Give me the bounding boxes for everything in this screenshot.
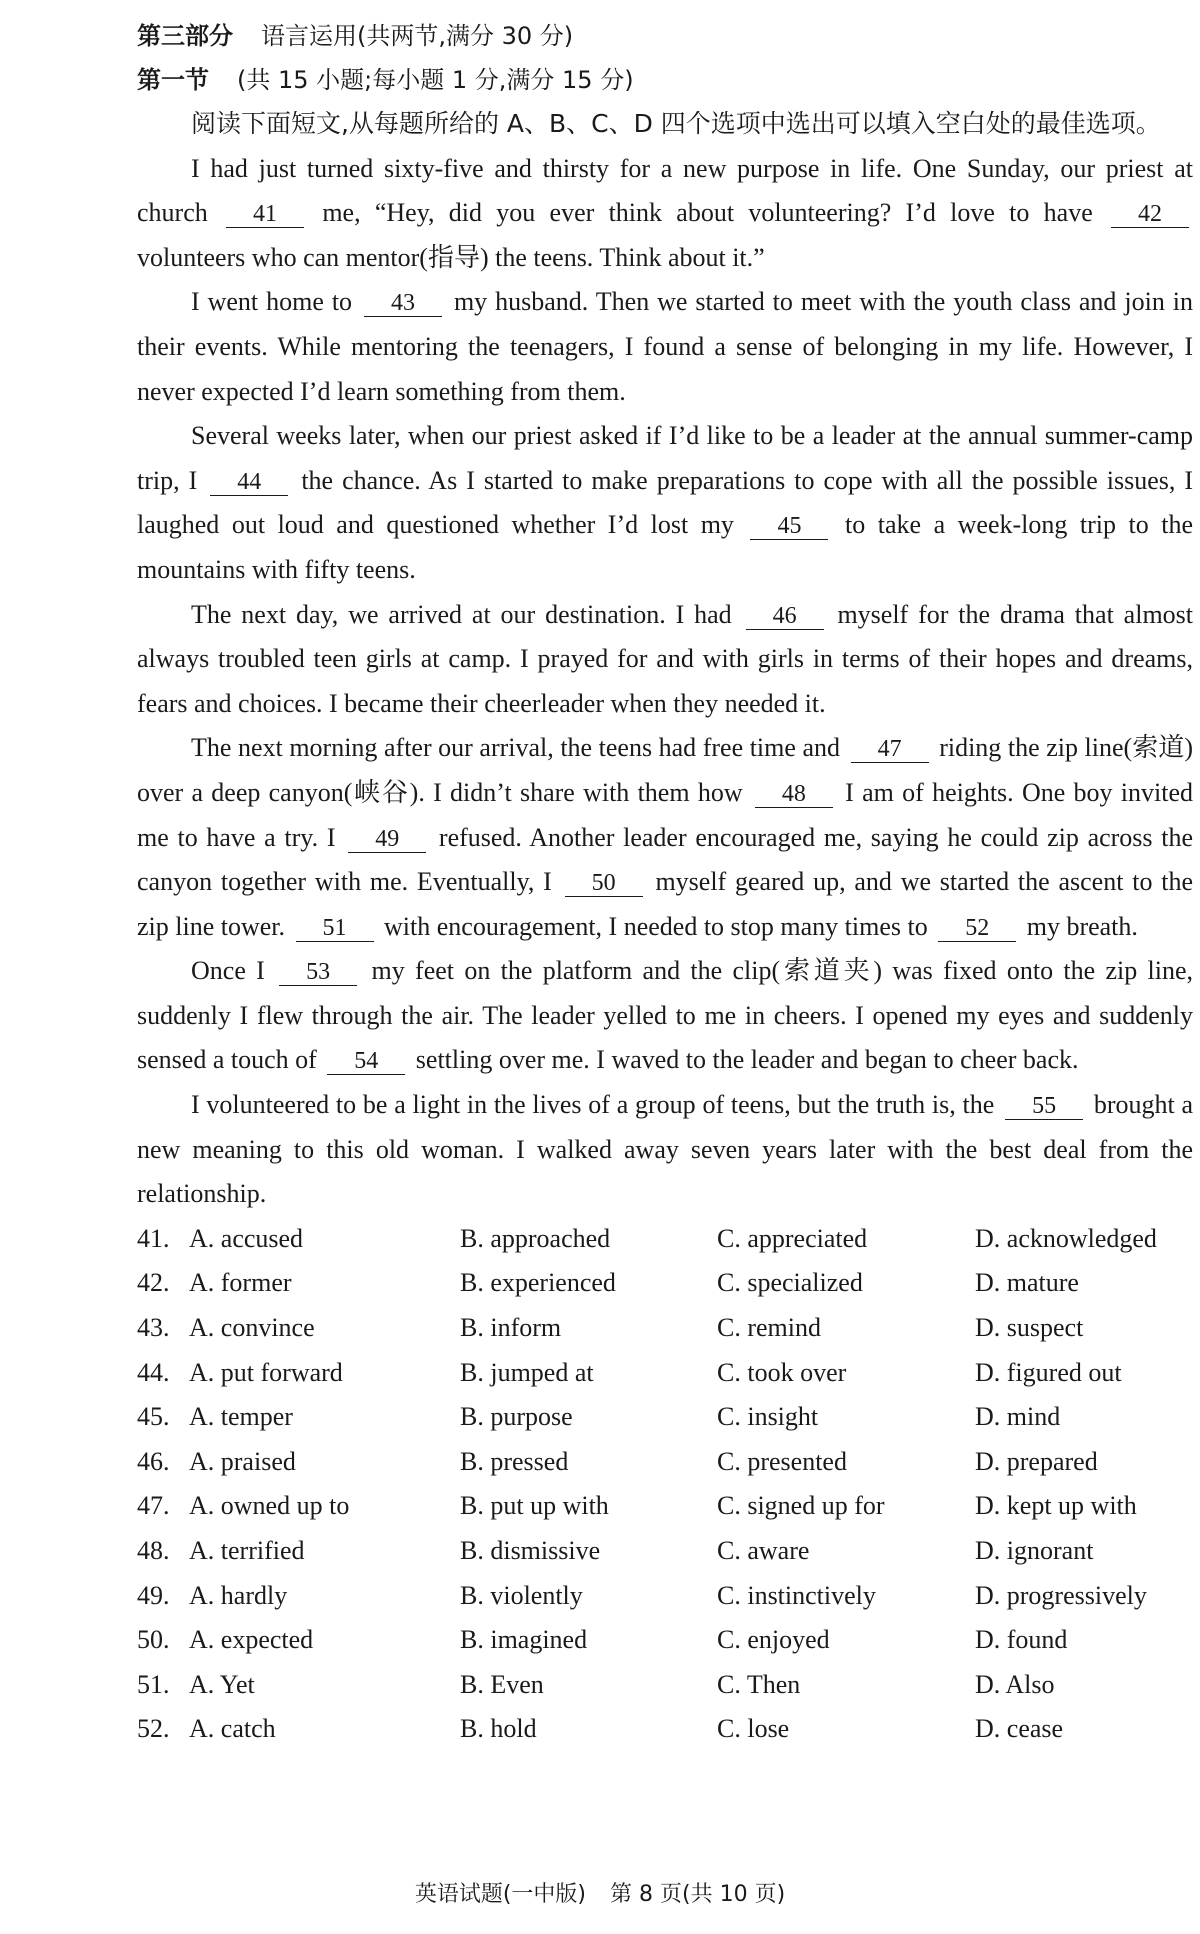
option-d: D. found [975, 1625, 1068, 1655]
option-b: B. jumped at [460, 1357, 594, 1387]
option-a: A. temper [189, 1402, 293, 1432]
option-row [137, 1663, 1193, 1708]
question-number: 44. [137, 1357, 170, 1387]
passage-text: settling over me. I waved to the leader and began to cheer back. [415, 1045, 1079, 1075]
question-number: 43. [137, 1313, 170, 1343]
option-a: A. hardly [189, 1580, 288, 1610]
blank-45: 45 [750, 513, 828, 540]
passage-text: myself for the drama that almost always troubled teen girls at camp. I prayed for and with girls in terms of their hopes and dreams, fears and choices. I became their cheerleader when they needed it. [137, 599, 1194, 718]
option-d: D. Also [975, 1669, 1055, 1699]
option-row [137, 1440, 1193, 1485]
option-c: C. aware [717, 1536, 810, 1565]
passage-text: me, “Hey, did you ever think about volunteering? I’d love to have [322, 198, 1093, 228]
blank-41: 41 [226, 201, 304, 228]
blank-52: 52 [938, 915, 1016, 942]
blank-53: 53 [279, 959, 357, 986]
option-row [137, 1574, 1193, 1619]
passage-paragraph-7 [137, 1083, 1193, 1217]
part-heading [137, 14, 1193, 58]
option-c: C. enjoyed [717, 1625, 830, 1655]
section-heading [137, 58, 1193, 102]
question-number: 49. [137, 1580, 170, 1610]
option-c: C. lose [717, 1714, 790, 1744]
passage-paragraph-6 [137, 949, 1193, 1083]
passage-text: the chance. As I started to make preparations to cope with all the possible issues, I laughed out loud and questioned whether I’d lost my [137, 465, 1194, 540]
section-heading-note: (共 15 小题;每小题 1 分,满分 15 分) [237, 66, 634, 94]
option-row [137, 1707, 1193, 1752]
blank-48: 48 [755, 781, 833, 808]
option-row [137, 1261, 1193, 1306]
option-b: B. imagined [460, 1625, 588, 1655]
question-number: 46. [137, 1446, 170, 1476]
option-a: A. owned up to [189, 1491, 350, 1521]
question-number: 48. [137, 1536, 170, 1565]
part-heading-title: 第三部分 [137, 22, 233, 50]
passage-text: to take a week-long trip to the mountains with fifty teens. [137, 510, 1194, 584]
option-row [137, 1484, 1193, 1529]
question-number: 45. [137, 1402, 170, 1432]
question-number: 50. [137, 1625, 170, 1655]
option-row [137, 1618, 1193, 1663]
passage-text: myself geared up, and we started the ascent to the zip line tower. [137, 867, 1194, 941]
passage-text: I am of heights. One boy invited me to have a try. I [137, 777, 1194, 852]
question-number: 47. [137, 1491, 170, 1521]
passage-text: my breath. [1026, 911, 1138, 941]
passage-text: I went home to [191, 287, 353, 317]
option-c: C. instinctively [717, 1580, 876, 1610]
option-c: C. Then [717, 1669, 801, 1699]
blank-54: 54 [327, 1048, 405, 1075]
page-footer [0, 1880, 1200, 1910]
blank-42: 42 [1111, 201, 1189, 228]
passage-paragraph-5 [137, 726, 1193, 949]
option-b: B. put up with [460, 1491, 609, 1521]
passage-text: Several weeks later, when our priest asked if I’d like to be a leader at the annual summer-camp trip, I [137, 421, 1193, 495]
option-a: A. praised [189, 1446, 296, 1476]
option-a: A. terrified [189, 1536, 305, 1565]
option-a: A. put forward [189, 1357, 343, 1387]
option-a: A. accused [189, 1223, 304, 1253]
passage-text: riding the zip line(索道) over a deep canyon(峡谷). I didn’t share with them how [137, 733, 1194, 807]
passage-text: I volunteered to be a light in the lives of a group of teens, but the truth is, the [191, 1090, 995, 1120]
option-a: A. expected [189, 1625, 314, 1655]
blank-50: 50 [565, 870, 643, 897]
passage-text: refused. Another leader encouraged me, saying he could zip across the canyon together with me. Eventually, I [137, 822, 1194, 897]
blank-46: 46 [746, 603, 824, 630]
option-d: D. prepared [975, 1446, 1098, 1476]
passage-paragraph-3 [137, 414, 1193, 592]
option-c: C. remind [717, 1313, 821, 1343]
option-b: B. experienced [460, 1268, 616, 1298]
option-a: A. catch [189, 1714, 276, 1744]
option-c: C. appreciated [717, 1223, 868, 1253]
option-row [137, 1306, 1193, 1351]
passage-text: my feet on the platform and the clip(索道夹) was fixed onto the zip line, suddenly I flew through the air. The leader yelled to me in cheers. I opened my eyes and suddenly sensed a touch of [137, 956, 1194, 1075]
question-number: 42. [137, 1268, 170, 1298]
option-c: C. specialized [717, 1268, 863, 1298]
passage-text: The next day, we arrived at our destination. I had [191, 599, 732, 629]
option-row [137, 1395, 1193, 1440]
question-number: 41. [137, 1223, 170, 1253]
option-row [137, 1529, 1193, 1574]
option-row [137, 1217, 1193, 1262]
section-heading-title: 第一节 [137, 66, 209, 94]
question-number: 52. [137, 1714, 170, 1744]
blank-49: 49 [348, 826, 426, 853]
passage-text: volunteers who can mentor(指导) the teens. Think about it.” [137, 242, 765, 272]
option-d: D. mature [975, 1268, 1079, 1298]
question-number: 51. [137, 1669, 170, 1699]
blank-44: 44 [210, 469, 288, 496]
option-d: D. acknowledged [975, 1223, 1157, 1253]
option-row [137, 1351, 1193, 1396]
option-b: B. purpose [460, 1402, 573, 1432]
option-b: B. violently [460, 1580, 583, 1610]
option-a: A. former [189, 1268, 292, 1298]
option-b: B. approached [460, 1223, 611, 1253]
footer-page-number: 第 8 页(共 10 页) [610, 1882, 786, 1907]
option-d: D. progressively [975, 1580, 1147, 1610]
option-d: D. kept up with [975, 1491, 1137, 1521]
part-heading-note: 语言运用(共两节,满分 30 分) [261, 22, 574, 50]
option-c: C. presented [717, 1446, 847, 1476]
option-b: B. pressed [460, 1446, 569, 1476]
blank-43: 43 [364, 290, 442, 317]
passage-text: The next morning after our arrival, the teens had free time and [191, 733, 841, 763]
option-c: C. took over [717, 1357, 847, 1387]
answer-options [137, 1217, 1193, 1752]
passage-paragraph-4 [137, 593, 1193, 727]
exam-page [137, 14, 1193, 1752]
option-d: D. figured out [975, 1357, 1122, 1387]
option-b: B. Even [460, 1669, 544, 1699]
option-d: D. ignorant [975, 1536, 1094, 1565]
passage-text: Once I [191, 956, 265, 986]
option-c: C. insight [717, 1402, 819, 1432]
option-a: A. convince [189, 1313, 315, 1343]
passage-text: I had just turned sixty-five and thirsty for a new purpose in life. One Sunday, our priest at church [137, 153, 1193, 228]
option-d: D. mind [975, 1402, 1061, 1432]
option-a: A. Yet [189, 1669, 255, 1699]
option-b: B. dismissive [460, 1536, 601, 1565]
option-d: D. cease [975, 1714, 1064, 1744]
passage-text: brought a new meaning to this old woman. I walked away seven years later with the best deal from the relationship. [137, 1090, 1194, 1209]
blank-55: 55 [1005, 1093, 1083, 1120]
blank-47: 47 [851, 736, 929, 763]
passage-paragraph-1 [137, 147, 1193, 281]
option-b: B. inform [460, 1313, 562, 1343]
passage-text: with encouragement, I needed to stop many times to [384, 911, 928, 941]
passage-paragraph-2 [137, 280, 1193, 414]
option-c: C. signed up for [717, 1491, 885, 1521]
option-d: D. suspect [975, 1313, 1084, 1343]
blank-51: 51 [296, 915, 374, 942]
passage-text: my husband. Then we started to meet with the youth class and join in their events. While mentoring the teenagers, I found a sense of belonging in my life. However, I never expected I’d learn something from them. [137, 287, 1193, 406]
instruction-text: 阅读下面短文,从每题所给的 A、B、C、D 四个选项中选出可以填入空白处的最佳选项。 [191, 109, 1161, 138]
footer-title: 英语试题(一中版) [414, 1882, 587, 1907]
option-b: B. hold [460, 1714, 537, 1744]
